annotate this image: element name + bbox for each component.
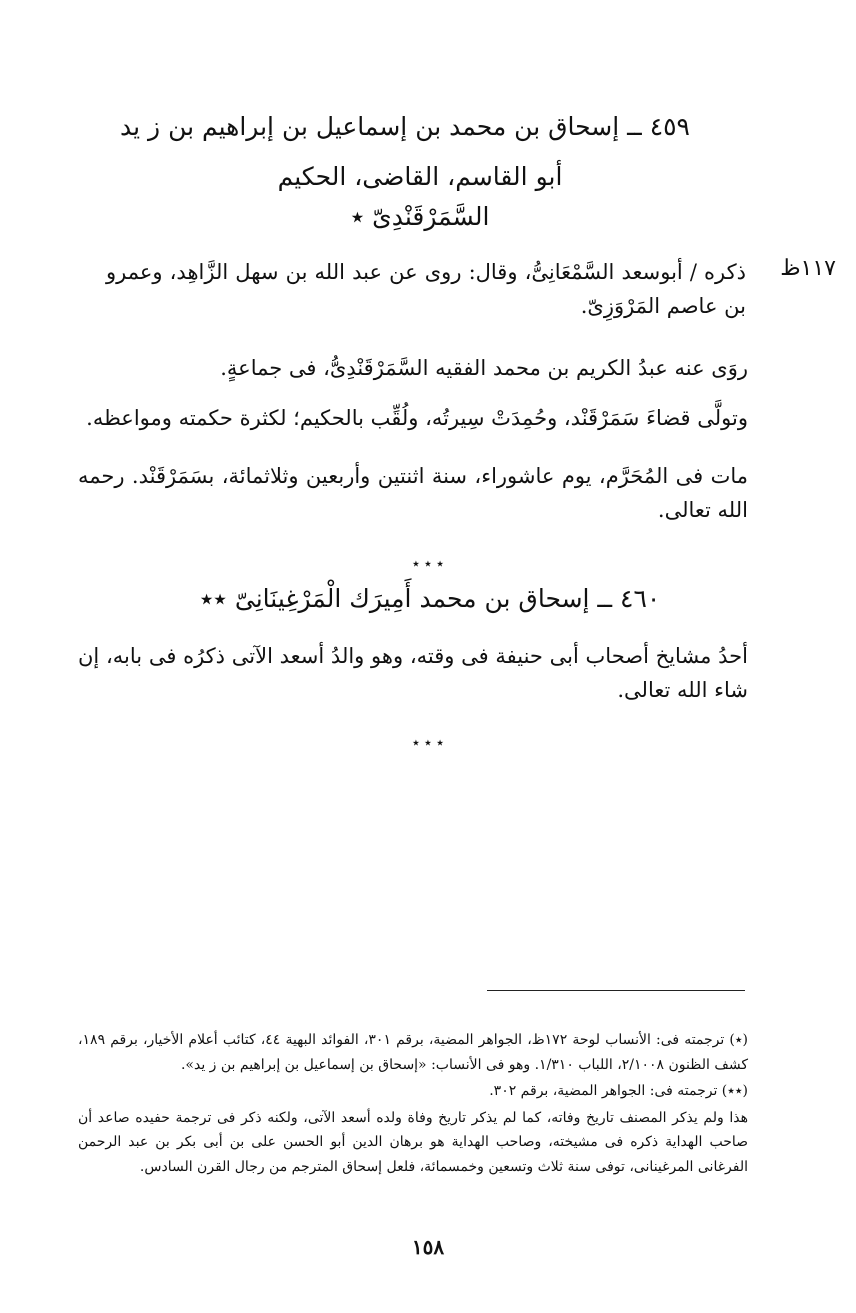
entry-460-paragraph-1: أحدُ مشايخ أصحاب أبى حنيفة فى وقته، وهو والدُ أسعد الآتى ذكرُه فى بابه، إن شاء الله تعالى. [78,644,748,702]
entry-459-heading-line1: ٤٥٩ ــ إسحاق بن محمد بن إسماعيل بن إبراهيم بن ز يد [120,112,690,141]
entry-459-heading-line3: السَّمَرْقَنْدِىّ ٭ [350,202,490,231]
entry-459-paragraph-2: روَى عنه عبدُ الكريم بن محمد الفقيه السَّمَرْقَنْدِىُّ، فى جماعةٍ. [220,356,748,380]
section-separator-2: ٭ ٭ ٭ [412,735,444,751]
footnote-2: (٭٭) ترجمته فى: الجواهر المضية، برقم ٣٠٢. [489,1083,748,1099]
entry-459-paragraph-4: مات فى المُحَرَّم، يوم عاشوراء، سنة اثنتين وأربعين وثلاثمائة، بسَمَرْقَنْد. رحمه الله تعالى. [78,464,748,522]
footnote-divider [487,990,745,991]
section-separator-1: ٭ ٭ ٭ [412,556,444,572]
footnotes-block [78,1028,748,1181]
page-number: ١٥٨ [411,1235,445,1259]
footnote-3: هذا ولم يذكر المصنف تاريخ وفاته، كما لم يذكر تاريخ وفاة ولده أسعد الآتى، ولكنه ذكر فى ترجمة حفيده صاعد أن صاحب الهداية ذكره فى مشيخته، وصاحب الهداية هو برهان الدين أبو الحسن على بن أبى بكر بن عبد الرحمن الفرغانى المرغينانى، توفى سنة ثلاث وتسعين وخمسمائة، فلعل إسحاق المترجم من رجال القرن السادس. [78,1109,748,1175]
footnote-1: (٭) ترجمته فى: الأنساب لوحة ١٧٢ظ، الجواهر المضية، برقم ٣٠١، الفوائد البهية ٤٤، كتائب أعلام الأخيار، برقم ١٨٩، كشف الظنون ٢/١٠٠٨، اللباب ١/٣١٠. وهو فى الأنساب: «إسحاق بن إسماعيل بن إبراهيم بن ز يد». [78,1032,748,1073]
entry-459-heading-line2: أبو القاسم، القاضى، الحكيم [277,162,563,191]
entry-459-paragraph-3: وتولَّى قضاءَ سَمَرْقَنْد، وحُمِدَتْ سِيرتُه، ولُقِّب بالحكيم؛ لكثرة حكمته ومواعظه. [86,406,748,430]
entry-459-paragraph-1: ذكره / أبوسعد السَّمْعَانِىُّ، وقال: روى عن عبد الله بن سهل الزَّاهِد، وعمرو بن عاصم المَرْوَزِىّ. [106,260,746,318]
marginal-folio-note: ١١٧ظ [780,256,836,281]
entry-460-heading: ٤٦٠ ــ إسحاق بن محمد أَمِيرَك الْمَرْغِينَانِىّ ٭٭ [199,584,661,613]
